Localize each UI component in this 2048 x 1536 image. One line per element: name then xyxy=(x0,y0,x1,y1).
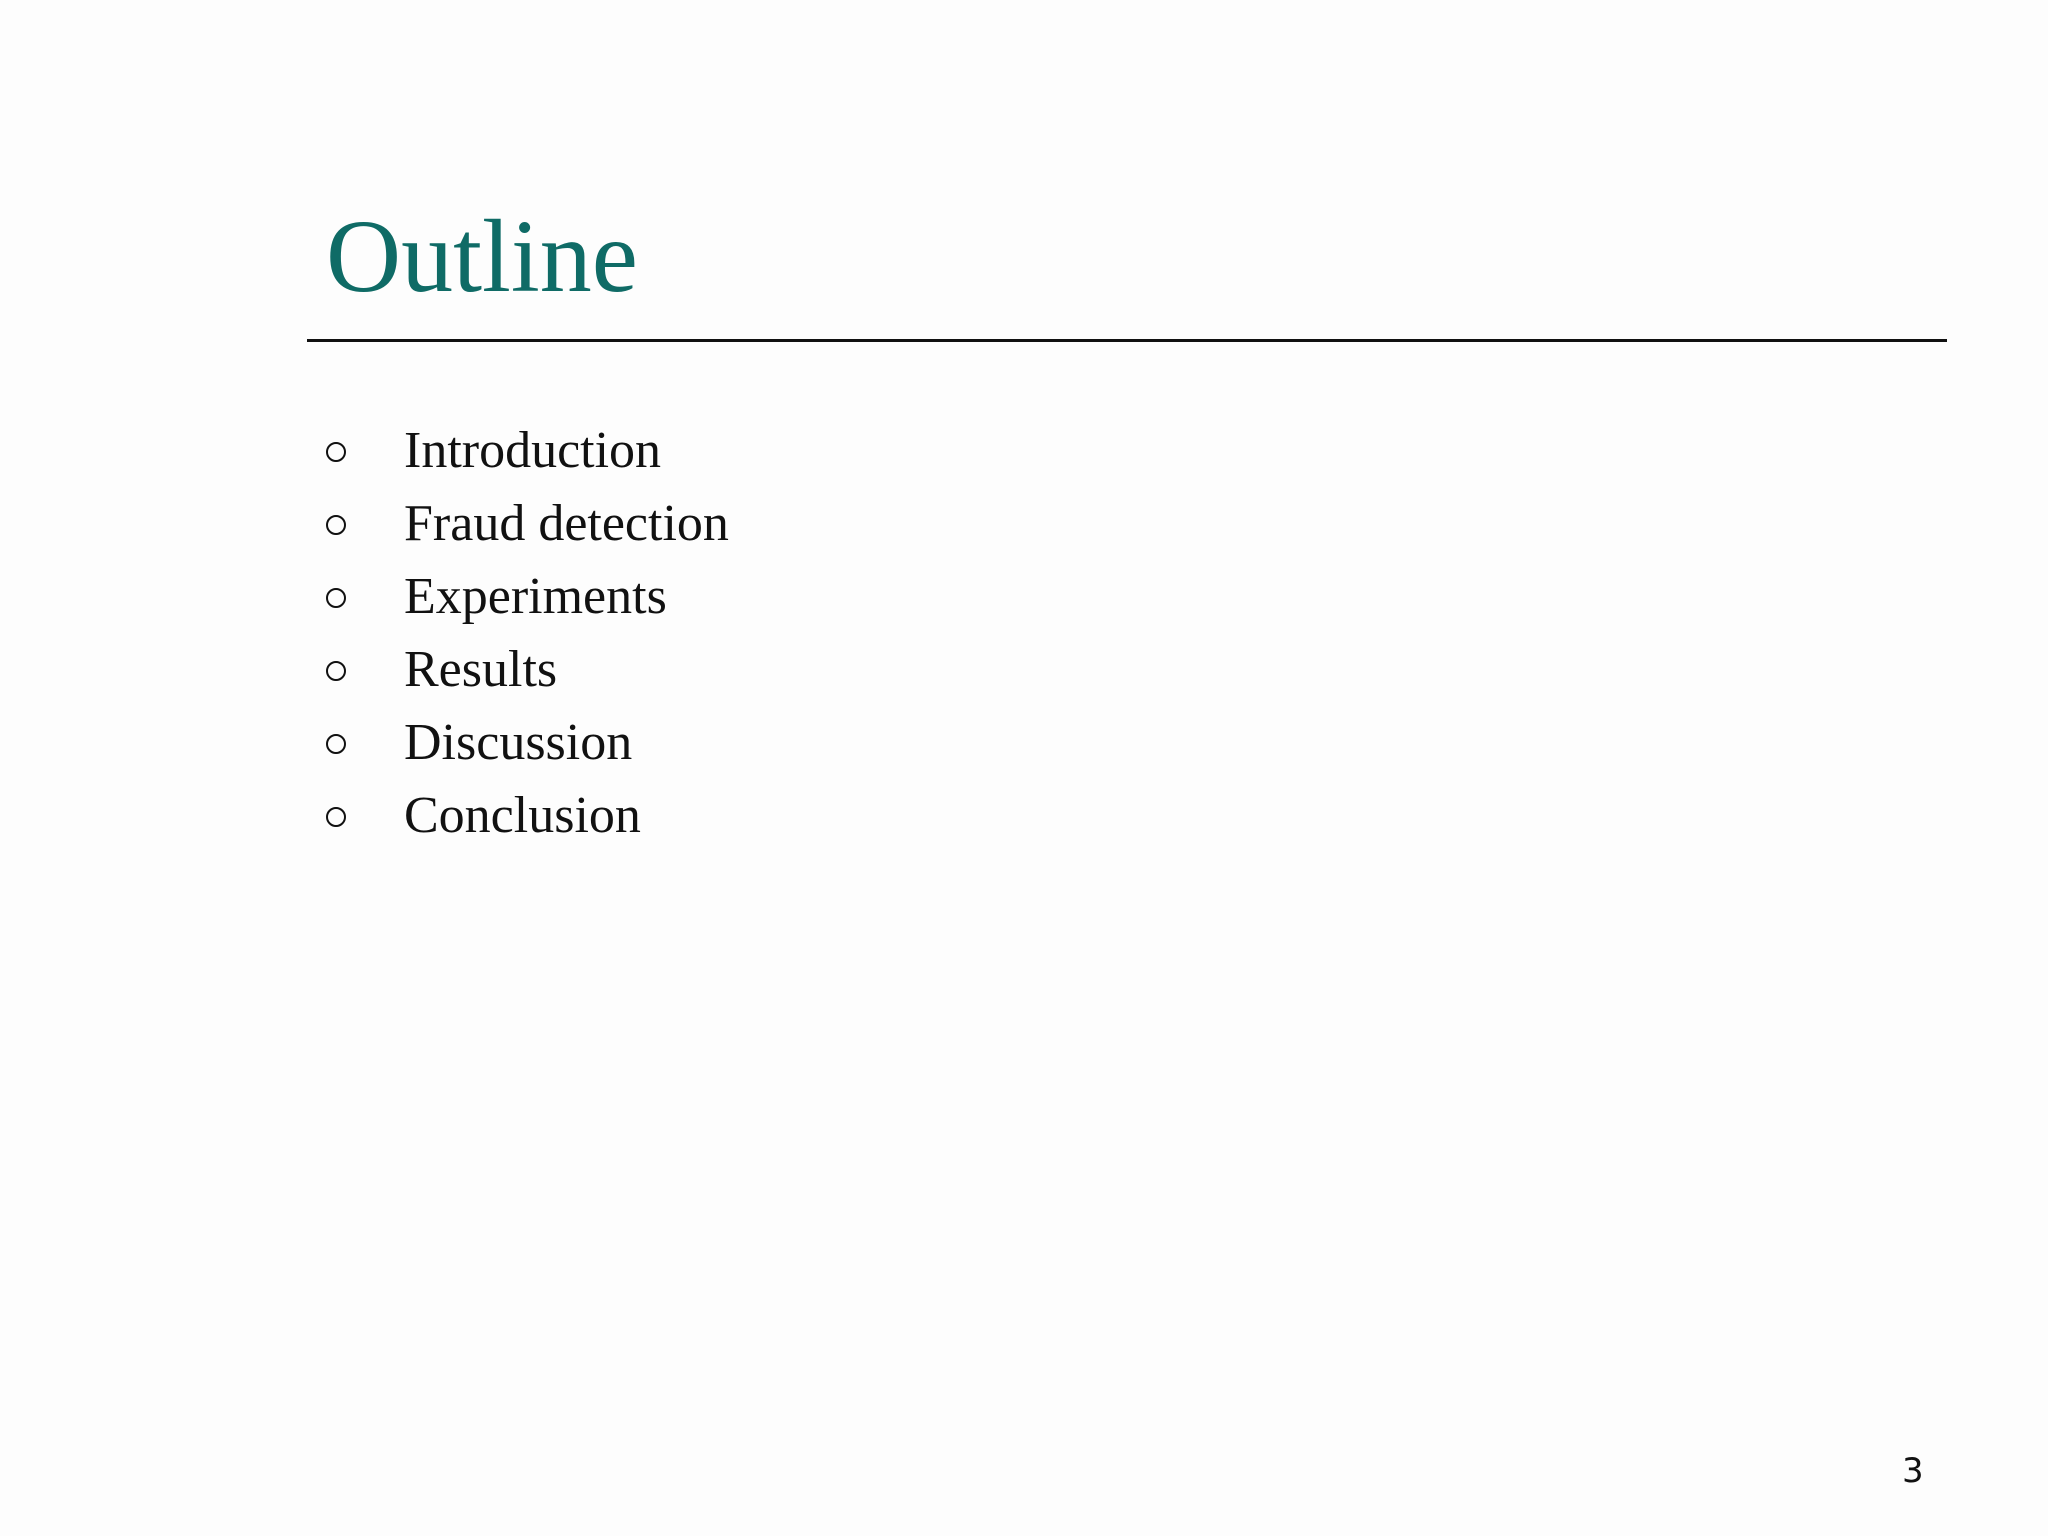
list-item-label: Fraud detection xyxy=(404,495,729,552)
page-number: 3 xyxy=(1902,1451,1924,1491)
list-item-label: Introduction xyxy=(404,422,662,479)
slide-title: Outline xyxy=(326,199,638,314)
hollow-circle-icon xyxy=(326,588,346,608)
list-item-label: Conclusion xyxy=(404,787,641,844)
title-divider xyxy=(307,339,1947,342)
hollow-circle-icon xyxy=(326,807,346,827)
list-item-label: Results xyxy=(404,641,558,698)
hollow-circle-icon xyxy=(326,442,346,462)
hollow-circle-icon xyxy=(326,515,346,535)
hollow-circle-icon xyxy=(326,661,346,681)
hollow-circle-icon xyxy=(326,734,346,754)
list-item-label: Discussion xyxy=(404,714,633,771)
list-item-label: Experiments xyxy=(404,568,667,625)
